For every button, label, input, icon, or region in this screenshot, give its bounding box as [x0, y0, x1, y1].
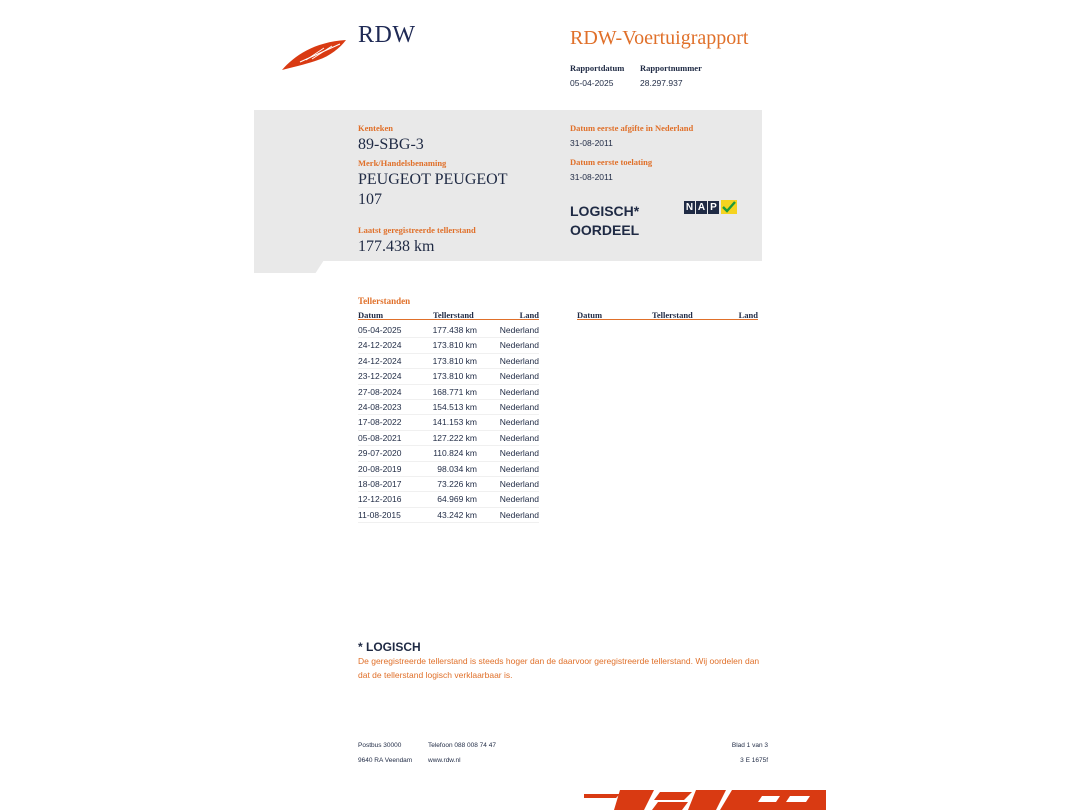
table-row	[358, 338, 539, 353]
cell-land: Nederland	[499, 463, 539, 474]
cell-tellerstand: 173.810 km	[432, 340, 477, 351]
footer-blad: Blad 1 van 3	[731, 742, 768, 749]
cell-datum: 27-08-2024	[358, 386, 402, 397]
cell-datum: 05-04-2025	[358, 325, 402, 335]
cell-datum: 11-08-2015	[358, 509, 401, 520]
table-row	[358, 446, 539, 461]
footer-plaats: 9640 RA Veendam	[358, 757, 413, 764]
rapportnummer-label: Rapportnummer	[640, 63, 702, 73]
rapportnummer-block	[640, 63, 702, 88]
cell-tellerstand: 154.513 km	[432, 401, 477, 412]
cell-tellerstand: 173.810 km	[432, 371, 477, 382]
afgifte-block	[570, 123, 693, 148]
cell-tellerstand: 110.824 km	[433, 448, 477, 459]
rapportdatum-value: 05-04-2025	[570, 78, 614, 88]
cell-land: Nederland	[499, 355, 539, 366]
table-row	[358, 508, 539, 523]
cell-tellerstand: 173.810 km	[432, 355, 477, 366]
cell-datum: 18-08-2017	[358, 478, 402, 489]
cell-land: Nederland	[499, 401, 539, 412]
cell-datum: 24-12-2024	[358, 355, 402, 366]
cell-land: Nederland	[499, 340, 539, 351]
column-header-land: Land	[738, 310, 758, 320]
cell-tellerstand: 141.153 km	[432, 417, 477, 428]
cell-tellerstand: 98.034 km	[437, 463, 477, 474]
rdw-feather-logo-icon	[280, 36, 350, 74]
cell-tellerstand: 127.222 km	[432, 432, 477, 443]
table-row	[358, 385, 539, 400]
cell-datum: 12-12-2016	[358, 494, 402, 505]
footer-web: www.rdw.nl	[428, 757, 461, 764]
kenteken-label: Kenteken	[358, 123, 393, 133]
rapportdatum-label: Rapportdatum	[570, 63, 625, 73]
afgifte-label: Datum eerste afgifte in Nederland	[570, 123, 694, 133]
toelating-value: 31-08-2011	[570, 172, 613, 182]
cell-land: Nederland	[499, 448, 539, 459]
cell-land: Nederland	[499, 417, 539, 428]
cell-land: Nederland	[499, 494, 539, 505]
table-header-left	[358, 310, 539, 320]
merk-label: Merk/Handelsbenaming	[358, 158, 447, 168]
footnote-text: De geregistreerde tellerstand is steeds hoger dan de daarvoor geregistreerde tellerstand. Wij oordelen dan dat de tellerstand logisch verklaarbaar is.	[358, 656, 760, 680]
cell-datum: 29-07-2020	[358, 448, 402, 459]
brand-name: RDW	[358, 22, 416, 48]
cell-land: Nederland	[499, 386, 539, 397]
kenteken-value: 89-SBG-3	[358, 136, 424, 153]
column-header-land: Land	[519, 310, 539, 320]
tellerstand-block	[358, 225, 476, 257]
cell-land: Nederland	[499, 509, 539, 520]
oordeel-line2: OORDEEL	[570, 222, 640, 238]
oordeel-verdict	[570, 202, 639, 240]
nap-letter: A	[697, 201, 706, 213]
rapportnummer-value: 28.297.937	[640, 78, 683, 88]
cell-land: Nederland	[499, 432, 539, 443]
cell-datum: 24-12-2024	[358, 340, 402, 351]
tellerstand-label: Laatst geregistreerde tellerstand	[358, 225, 476, 235]
table-row	[358, 415, 539, 430]
tellerstanden-title: Tellerstanden	[358, 296, 411, 306]
table-row	[358, 323, 539, 338]
footer-postbus: Postbus 30000	[358, 742, 402, 749]
cell-tellerstand: 73.226 km	[437, 478, 477, 489]
table-row	[358, 462, 539, 477]
footer-telefoon: Telefoon 088 008 74 47	[428, 742, 496, 749]
cell-datum: 17-08-2022	[358, 417, 402, 428]
tellerstanden-rows	[358, 323, 539, 523]
cell-tellerstand: 64.969 km	[437, 494, 477, 505]
cell-land: Nederland	[499, 478, 539, 489]
cell-datum: 24-08-2023	[358, 401, 402, 412]
table-row	[358, 492, 539, 507]
nap-logo	[684, 200, 737, 214]
footer-code: 3 E 1675f	[740, 757, 768, 764]
summary-panel-tail	[254, 260, 324, 273]
column-header-datum: Datum	[358, 310, 384, 320]
cell-datum: 23-12-2024	[358, 371, 402, 382]
report-title: RDW-Voertuigrapport	[570, 27, 749, 49]
merk-value-line2: 107	[358, 191, 382, 208]
merk-value-line1: PEUGEOT PEUGEOT	[358, 171, 508, 188]
nap-letter: N	[685, 201, 694, 213]
cell-land: Nederland	[499, 371, 539, 382]
toelating-block	[570, 157, 652, 182]
toelating-label: Datum eerste toelating	[570, 157, 653, 167]
nap-letter: P	[708, 201, 719, 214]
column-header-tellerstand: Tellerstand	[652, 310, 693, 320]
table-row	[358, 400, 539, 415]
footnote-title: * LOGISCH	[358, 640, 421, 654]
cell-datum: 20-08-2019	[358, 463, 402, 474]
cell-tellerstand: 43.242 km	[437, 509, 477, 520]
checkmark-icon	[721, 200, 737, 214]
tellerstand-value: 177.438 km	[358, 238, 435, 255]
table-row	[358, 477, 539, 492]
cell-tellerstand: 168.771 km	[432, 386, 477, 397]
afgifte-value: 31-08-2011	[570, 138, 613, 148]
cell-land: Nederland	[499, 325, 539, 335]
merk-block	[358, 158, 507, 210]
table-row	[358, 431, 539, 446]
oordeel-line1: LOGISCH*	[570, 203, 640, 219]
table-row	[358, 354, 539, 369]
kenteken-block	[358, 123, 424, 155]
column-header-datum: Datum	[577, 310, 603, 320]
column-header-tellerstand: Tellerstand	[433, 310, 474, 320]
decorative-stripes-icon	[584, 788, 826, 810]
rapportdatum-block	[570, 63, 624, 88]
table-row	[358, 369, 539, 384]
table-header-right	[577, 310, 758, 320]
cell-datum: 05-08-2021	[358, 432, 402, 443]
cell-tellerstand: 177.438 km	[432, 325, 477, 335]
